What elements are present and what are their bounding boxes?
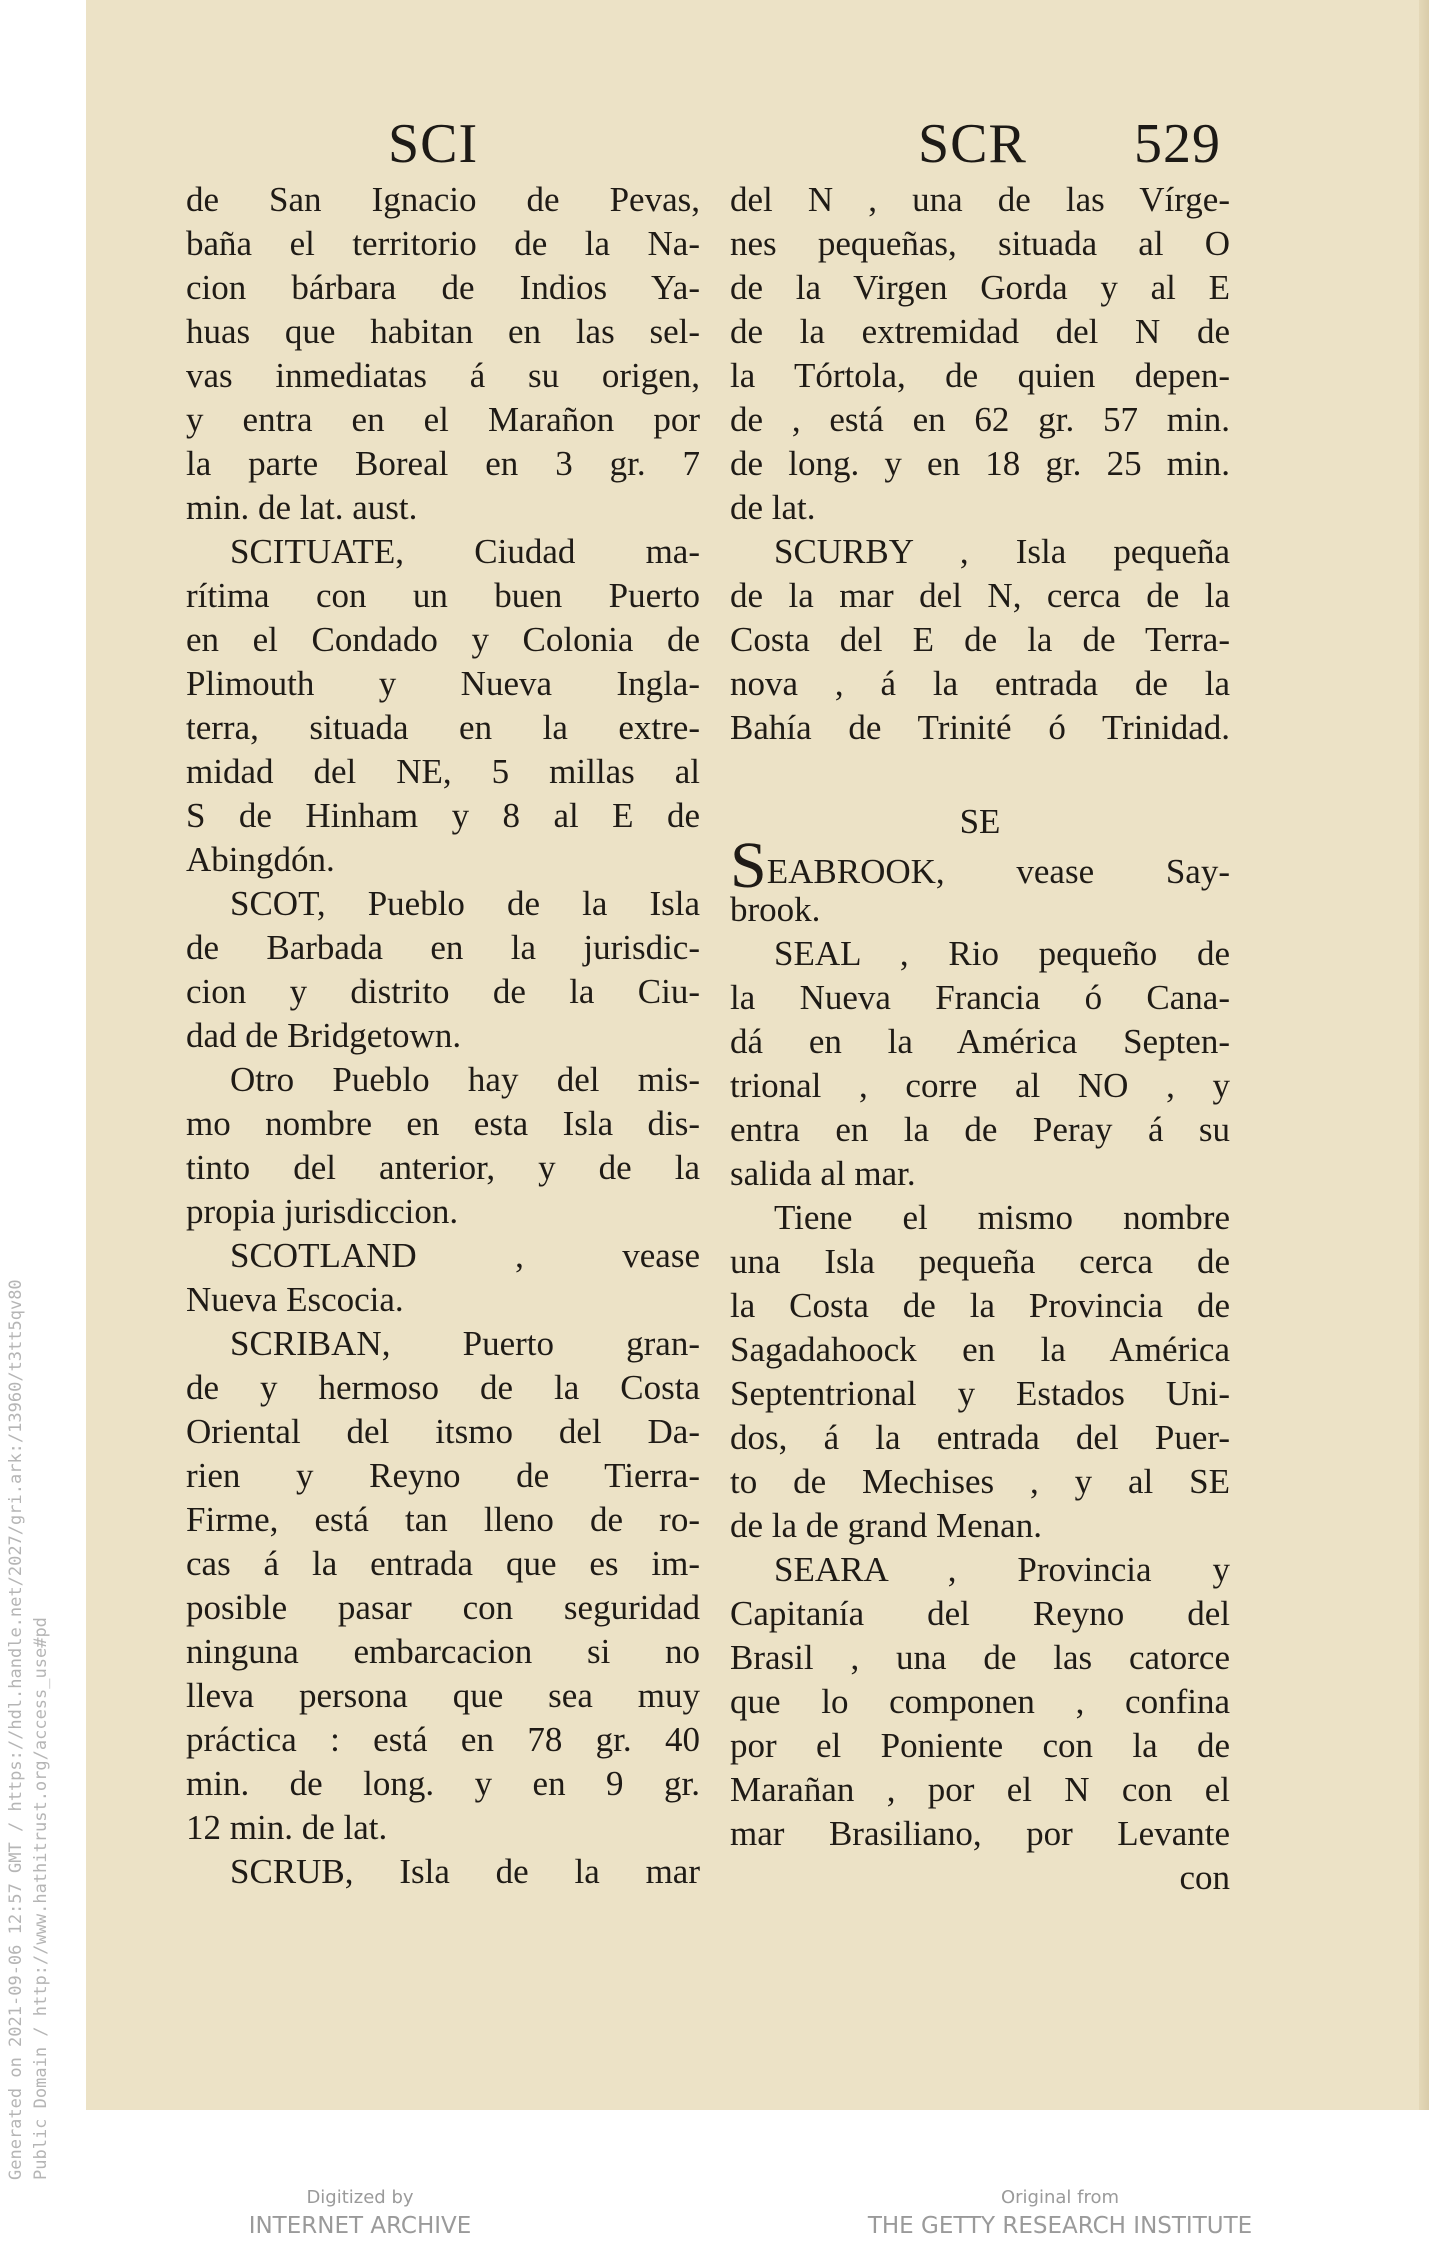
text-line: de la extremidad del N de xyxy=(730,312,1230,351)
text-line: de la mar del N, cerca de la xyxy=(730,576,1230,615)
right-column xyxy=(730,178,1230,1900)
text-line: de Barbada en la jurisdic- xyxy=(186,928,700,967)
footer-digitized-by xyxy=(210,2185,510,2241)
text-line: mo nombre en esta Isla dis- xyxy=(186,1104,700,1143)
text-line: SCURBY , Isla pequeña xyxy=(774,532,1230,571)
text-line: posible pasar con seguridad xyxy=(186,1588,700,1627)
text-line: Sagadahoock en la América xyxy=(730,1330,1230,1369)
text-line: terra, situada en la extre- xyxy=(186,708,700,747)
text-line: trional , corre al NO , y xyxy=(730,1066,1230,1105)
text-line: Abingdón. xyxy=(186,840,335,879)
footer-digitized-label: Digitized by xyxy=(306,2187,414,2208)
text-line: huas que habitan en las sel- xyxy=(186,312,700,351)
text-line: en el Condado y Colonia de xyxy=(186,620,700,659)
text-line: Firme, está tan lleno de ro- xyxy=(186,1500,700,1539)
section-heading: SE xyxy=(959,802,1001,841)
text-line: Oriental del itsmo del Da- xyxy=(186,1412,700,1451)
text-line: ninguna embarcacion si no xyxy=(186,1632,700,1671)
page-edge-shadow xyxy=(1419,0,1429,2110)
entry-seabrook-first-line xyxy=(730,829,1230,902)
text-line: cion bárbara de Indios Ya- xyxy=(186,268,700,307)
text-line: Capitanía del Reyno del xyxy=(730,1594,1230,1633)
text-line: SEAL , Rio pequeño de xyxy=(774,934,1230,973)
text-line: práctica : está en 78 gr. 40 xyxy=(186,1720,700,1759)
text-line: min. de lat. aust. xyxy=(186,488,418,527)
text-line: dad de Bridgetown. xyxy=(186,1016,462,1055)
text-line: to de Mechises , y al SE xyxy=(730,1462,1230,1501)
text-line: rien y Reyno de Tierra- xyxy=(186,1456,700,1495)
text-line: de la de grand Menan. xyxy=(730,1506,1042,1545)
text-line: por el Poniente con la de xyxy=(730,1726,1230,1765)
text-line: dos, á la entrada del Puer- xyxy=(730,1418,1230,1457)
text-line: Septentrional y Estados Uni- xyxy=(730,1374,1230,1413)
entry-seabrook-second-line: brook. xyxy=(730,890,821,929)
text-line: midad del NE, 5 millas al xyxy=(186,752,700,791)
text-line: SCRUB, Isla de la mar xyxy=(230,1852,700,1891)
catchword: con xyxy=(1179,1858,1230,1897)
text-line: Marañan , por el N con el xyxy=(730,1770,1230,1809)
text-line: entra en la de Peray á su xyxy=(730,1110,1230,1149)
text-line: SCRIBAN, Puerto gran- xyxy=(230,1324,700,1363)
text-line: SCOT, Pueblo de la Isla xyxy=(230,884,700,923)
text-line: de y hermoso de la Costa xyxy=(186,1368,700,1407)
text-line: Brasil , una de las catorce xyxy=(730,1638,1230,1677)
text-line: baña el territorio de la Na- xyxy=(186,224,700,263)
text-line: que lo componen , confina xyxy=(730,1682,1230,1721)
text-line: la Nueva Francia ó Cana- xyxy=(730,978,1230,1017)
text-line: Bahía de Trinité ó Trinidad. xyxy=(730,708,1230,747)
footer-getty: THE GETTY RESEARCH INSTITUTE xyxy=(867,2213,1253,2239)
text-line: dá en la América Septen- xyxy=(730,1022,1230,1061)
text-line: rítima con un buen Puerto xyxy=(186,576,700,615)
text-line: del N , una de las Vírge- xyxy=(730,180,1230,219)
text-line: de long. y en 18 gr. 25 min. xyxy=(730,444,1230,483)
text-line: lleva persona que sea muy xyxy=(186,1676,700,1715)
stamp-line-2: Public Domain / http://www.hathitrust.org/access_use#pd xyxy=(31,1617,51,2180)
text-line: de San Ignacio de Pevas, xyxy=(186,180,700,219)
running-head-center: SCR xyxy=(918,113,1027,175)
left-column xyxy=(186,178,700,1894)
text-line: la Tórtola, de quien depen- xyxy=(730,356,1230,395)
text-line: SCITUATE, Ciudad ma- xyxy=(230,532,700,571)
text-line: 12 min. de lat. xyxy=(186,1808,388,1847)
text-line: propia jurisdiccion. xyxy=(186,1192,459,1231)
running-head-left: SCI xyxy=(388,113,479,175)
text-line: la Costa de la Provincia de xyxy=(730,1286,1230,1325)
text-line: tinto del anterior, y de la xyxy=(186,1148,700,1187)
text-line: Tiene el mismo nombre xyxy=(774,1198,1230,1237)
right-column-part-b xyxy=(730,932,1230,1856)
text-line: Otro Pueblo hay del mis- xyxy=(230,1060,700,1099)
hathitrust-stamp xyxy=(4,1279,54,2180)
text-line: Nueva Escocia. xyxy=(186,1280,404,1319)
drop-cap: S xyxy=(730,829,767,902)
entry-seabrook-text: EABROOK, vease Say- xyxy=(766,852,1230,891)
text-line: y entra en el Marañon por xyxy=(186,400,700,439)
footer-internet-archive: INTERNET ARCHIVE xyxy=(248,2213,472,2239)
footer-original-label: Original from xyxy=(1000,2187,1120,2208)
right-column-part-a xyxy=(730,178,1230,750)
text-line: nova , á la entrada de la xyxy=(730,664,1230,703)
stamp-line-1: Generated on 2021-09-06 12:57 GMT / https://hdl.handle.net/2027/gri.ark:/13960/t3tt5qv80 xyxy=(6,1279,26,2180)
text-line: min. de long. y en 9 gr. xyxy=(186,1764,700,1803)
text-line: de , está en 62 gr. 57 min. xyxy=(730,400,1230,439)
text-line: SCOTLAND , vease xyxy=(230,1236,700,1275)
text-line: la parte Boreal en 3 gr. 7 xyxy=(186,444,700,483)
text-line: S de Hinham y 8 al E de xyxy=(186,796,700,835)
text-line: SEARA , Provincia y xyxy=(774,1550,1230,1589)
text-line: salida al mar. xyxy=(730,1154,916,1193)
footer-original-from xyxy=(860,2185,1260,2241)
text-line: Costa del E de la de Terra- xyxy=(730,620,1230,659)
text-line: nes pequeñas, situada al O xyxy=(730,224,1230,263)
page-number: 529 xyxy=(1134,113,1221,175)
text-line: de la Virgen Gorda y al E xyxy=(730,268,1230,307)
spacer xyxy=(730,750,1230,794)
text-line: cas á la entrada que es im- xyxy=(186,1544,700,1583)
text-line: de lat. xyxy=(730,488,816,527)
text-line: una Isla pequeña cerca de xyxy=(730,1242,1230,1281)
text-line: mar Brasiliano, por Levante xyxy=(730,1814,1230,1853)
text-line: cion y distrito de la Ciu- xyxy=(186,972,700,1011)
text-line: vas inmediatas á su origen, xyxy=(186,356,700,395)
text-line: Plimouth y Nueva Ingla- xyxy=(186,664,700,703)
